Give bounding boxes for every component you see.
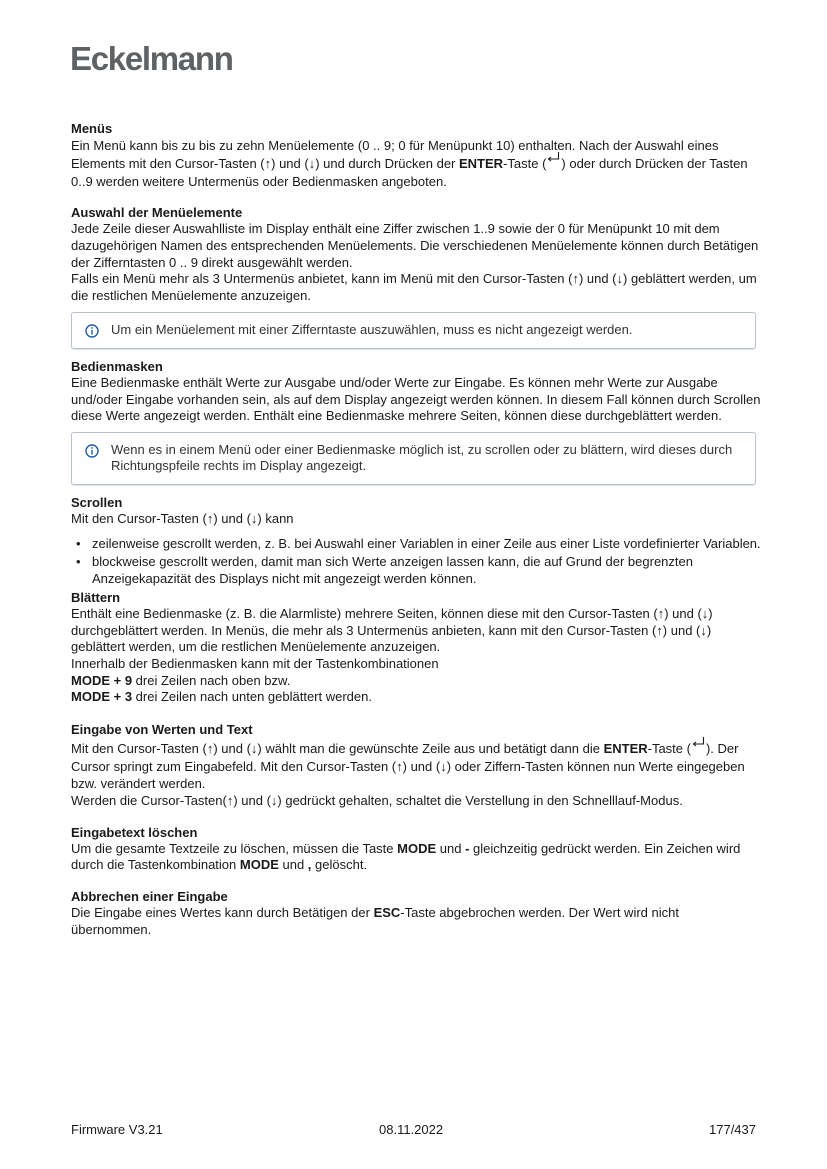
section-abbrechen (71, 889, 761, 938)
eckelmann-logo: Eckelmann (70, 40, 233, 77)
footer-date: 08.11.2022 (379, 1122, 444, 1137)
list-item: • blockweise gescrollt werden, damit man sich Werte anzeigen lassen kann, die auf Grund der begrenzten Anzeigekapazität des Displays nicht mit angezeigt werden können. (71, 554, 761, 587)
footer-page-number: 177/437 (709, 1122, 756, 1137)
paragraph-bedienmasken: Eine Bedienmaske enthält Werte zur Ausgabe und/oder Werte zur Eingabe. Es können mehr Werte zur Ausgabe und/oder Eingabe vorhanden sein, als auf dem Display angezeigt werden können. In diesem Fall können durch Scrollen diese Werte angezeigt werden. Enthält eine Bedienmaske mehrere Seiten, können diese durchgeblättert werden. (71, 374, 761, 424)
info-note-zifferntaste (71, 312, 756, 349)
heading-bedienmasken: Bedienmasken (71, 358, 163, 374)
info-note-richtungspfeile (71, 432, 756, 485)
section-scrollen (71, 495, 761, 587)
paragraph-blaettern-1: Enthält eine Bedienmaske (z. B. die Alarmliste) mehrere Seiten, können diese mit den Cursor-Tasten (↑) und (↓) durchgeblättert werden. In Menüs, die mehr als 3 Untermenüs anbieten, kann mit den Cursor-Tasten (↑) und (↓) geblättert werden, um die restlichen Menüelemente anzuzeigen. (71, 606, 713, 655)
paragraph-eingabe-2: Werden die Cursor-Tasten(↑) und (↓) gedrückt gehalten, schaltet die Verstellung in den Schnelllauf-Modus. (71, 793, 683, 809)
enter-key-icon (547, 155, 560, 165)
heading-eingabe: Eingabe von Werten und Text (71, 721, 253, 737)
heading-menus: Menüs (71, 121, 113, 136)
heading-abbrechen: Abbrechen einer Eingabe (71, 889, 228, 905)
section-bedienmasken (71, 359, 761, 485)
heading-loeschen: Eingabetext löschen (71, 824, 198, 840)
combo-mode-9: MODE + 9 drei Zeilen nach oben bzw. (71, 672, 291, 688)
info-icon (85, 444, 99, 458)
paragraph-menus: Ein Menü kann bis zu bis zu zehn Menüelemente (0 .. 9; 0 für Menüpunkt 10) enthalten. Nach der Auswahl eines Elements mit den Cursor-Tasten (↑) und (↓) und durch Drücken der ENTER-Taste ( ) oder durch Drücken der Tasten 0..9 werden weitere Untermenüs oder Bedienmasken angeboten. (71, 138, 748, 189)
document-content (71, 121, 761, 953)
paragraph-abbrechen: Die Eingabe eines Wertes kann durch Betätigen der ESC-Taste abgebrochen werden. Der Wert wird nicht übernommen. (71, 905, 679, 937)
section-eingabe (71, 722, 761, 810)
paragraph-scrollen: Mit den Cursor-Tasten (↑) und (↓) kann (71, 510, 294, 526)
paragraph-auswahl-2: Falls ein Menü mehr als 3 Untermenüs anbietet, kann im Menü mit den Cursor-Tasten (↑) und (↓) geblättert werden, um die restlichen Menüelemente anzuzeigen. (71, 271, 757, 303)
section-loeschen (71, 825, 761, 874)
note-text: Um ein Menüelement mit einer Zifferntaste auszuwählen, muss es nicht angezeigt werden. (111, 322, 633, 338)
info-icon (85, 324, 99, 338)
section-auswahl (71, 205, 761, 349)
paragraph-eingabe-1: Mit den Cursor-Tasten (↑) und (↓) wählt man die gewünschte Zeile aus und betätigt dann die ENTER-Taste ( ). Der Cursor springt zum Eingabefeld. Mit den Cursor-Tasten (↑) und (↓) oder Ziffern-Tasten können nun Werte eingegeben bzw. verändert werden. (71, 740, 761, 793)
section-menus (71, 121, 761, 190)
combo-mode-3: MODE + 3 drei Zeilen nach unten geblättert werden. (71, 689, 372, 705)
note-text: Wenn es in einem Menü oder einer Bedienmaske möglich ist, zu scrollen oder zu blättern, wird dieses durch Richtungspfeile rechts im Display angezeigt. (111, 441, 733, 474)
heading-scrollen: Scrollen (71, 494, 123, 510)
heading-blaettern: Blättern (71, 590, 121, 606)
paragraph-loeschen: Um die gesamte Textzeile zu löschen, müssen die Taste MODE und - gleichzeitig gedrückt werden. Ein Zeichen wird durch die Tastenkombination MODE und , gelöscht. (71, 840, 741, 873)
paragraph-auswahl-1: Jede Zeile dieser Auswahlliste im Display enthält eine Ziffer zwischen 1..9 sowie der 0 für Menüpunkt 10 mit dem dazugehörigen Namen des entsprechenden Menüelements. Die verschiedenen Menüelemente können durch Betätigen der Zifferntasten 0 .. 9 direkt ausgewählt werden. (71, 221, 759, 270)
enter-key-icon (692, 740, 705, 750)
paragraph-blaettern-2: Innerhalb der Bedienmasken kann mit der Tastenkombinationen (71, 656, 439, 672)
list-item: • zeilenweise gescrollt werden, z. B. bei Auswahl einer Variablen in einer Zeile aus einer Liste vordefinierter Variablen. (71, 536, 761, 553)
heading-auswahl: Auswahl der Menüelemente (71, 205, 243, 221)
scrollen-list (71, 536, 761, 588)
footer-firmware-version: Firmware V3.21 (71, 1122, 163, 1137)
section-blaettern (71, 590, 761, 706)
